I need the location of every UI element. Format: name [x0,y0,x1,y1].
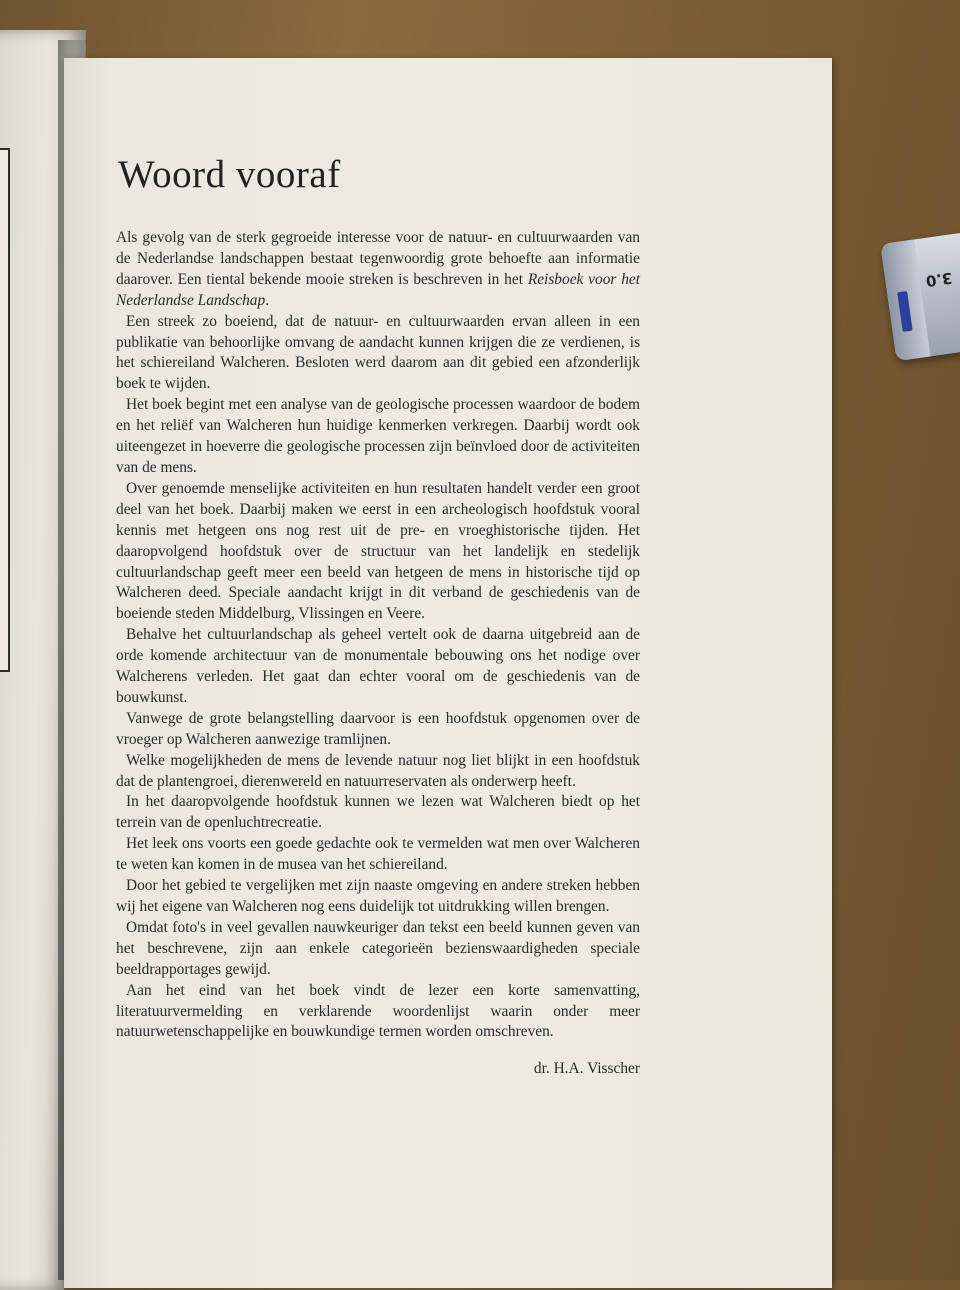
page-body [116,228,640,1043]
book-reference: Reisboek voor het Nederlandse Landschap [116,270,641,309]
author-signature: dr. H.A. Visscher [533,1060,640,1077]
paragraph-2: Een streek zo boeiend, dat de natuur- en cultuurwaarden ervan alleen in een publikatie van behoorlijke omvang de aandacht kunnen krijgen die ze verdienen, is het schiereiland Walcheren. Besloten werd daarom aan dit gebied een afzonderlijk boek te wijden. [116,312,640,393]
paragraph-9: Het leek ons voorts een goede gedachte ook te vermelden wat men over Walcheren te weten kan komen in de musea van het schiereiland. [116,835,640,874]
paragraph-8: In het daaropvolgende hoofdstuk kunnen we lezen wat Walcheren biedt op het terrein van de openluchtrecreatie. [116,793,640,832]
book-page [64,58,832,1288]
paragraph-5: Behalve het cultuurlandschap als geheel vertelt ook de daarna uitgebreid aan de orde komende architectuur van de monumentale bebouwing ons het nodige over Walcherens verleden. Het gaat dan echter vooral om de geschiedenis van de bouwkunst. [116,626,640,706]
paragraph-11: Omdat foto's in veel gevallen nauwkeuriger dan tekst een beeld kunnen geven van het beschrevene, zijn aan enkele categorieën bezienswaardigheden speciale beeldrapportages gewijd. [116,918,640,978]
paragraph-10: Door het gebied te vergelijken met zijn naaste omgeving en andere streken hebben wij het eigene van Walcheren nog eens duidelijk tot uitdrukking willen brengen. [116,877,640,915]
left-page-frame [0,148,10,672]
page-title: Woord vooraf [118,153,341,196]
paragraph-4: Over genoemde menselijke activiteiten en hun resultaten handelt verder een groot deel van het boek. Daarbij maken we eerst in een archeologisch hoofdstuk vooral kennis met hetgeen ons nog rest uit de pre- en vroeghistorische tijden. Het daaropvolgend hoofdstuk over de structuur van het landelijk en stedelijk cultuurlandschap geeft meer een beeld van hetgeen de mens in historische tijd op Walcheren deed. Speciale aandacht krijgt in dit verband de geschiedenis van de boeiende steden Middelburg, Vlissingen en Veere. [116,479,640,623]
paragraph-6: Vanwege de grote belangstelling daarvoor is een hoofdstuk opgenomen over de vroeger op Walcheren aanwezige tramlijnen. [116,709,640,748]
paragraph-1: Als gevolg van de sterk gegroeide interesse voor de natuur- en cultuurwaarden van de Nederlandse landschappen bestaat tegenwoordig grote behoefte aan informatie daarover. Een tiental bekende mooie streken is beschreven in het Reisboek voor het Nederlandse Landschap. [116,229,641,309]
paragraph-3: Het boek begint met een analyse van de geologische processen waardoor de bodem en het reliëf van Walcheren hun huidige kenmerken verkregen. Daarbij wordt ook uiteengezet in hoeverre die geologische processen zijn beïnvloed door de activiteiten van de mens. [116,396,640,476]
paragraph-7: Welke mogelijkheden de mens de levende natuur nog liet blijkt in een hoofdstuk dat de plantengroei, dierenwereld en natuurreservaten als onderwerp heeft. [116,751,640,790]
pencil-object [880,229,960,361]
object-label: 3.0 [924,268,954,291]
paragraph-12: Aan het eind van het boek vindt de lezer een korte samenvatting, literatuurvermelding en verklarende woordenlijst waarin onder meer natuurwetenschappelijke en bouwkundige termen worden omschreven. [116,981,640,1041]
